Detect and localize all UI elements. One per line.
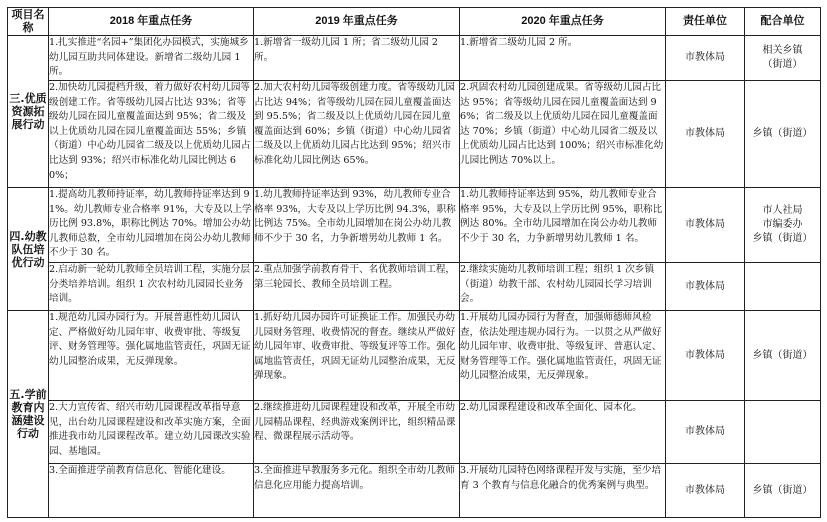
table-row xyxy=(8,36,821,81)
responsible-unit: 市教体局 xyxy=(666,36,745,81)
task-2019: 1.抓好幼儿园办园许可证换证工作。加强民办幼儿园财务管理、收费情况的督查。继续从严做好幼儿园年审、收费审批、等级复评等工作。强化属地监管责任，巩固无证幼儿园整治成果，无反弹现象。 xyxy=(254,311,460,401)
task-2018: 3.全面推进学前教育信息化、智能化建设。 xyxy=(49,464,254,518)
table-row xyxy=(8,464,821,518)
section-name: 五.学前教育内涵建设行动 xyxy=(8,311,49,518)
partner-line: 相关乡镇 xyxy=(762,45,803,56)
responsible-unit: 市教体局 xyxy=(666,188,745,263)
task-2020: 2.幼儿园课程建设和改革全面化、园本化。 xyxy=(460,401,666,464)
partner-line: 乡镇（街道） xyxy=(752,484,813,496)
header-2018: 2018 年重点任务 xyxy=(49,8,254,36)
responsible-unit: 市教体局 xyxy=(666,311,745,401)
partner-line: 乡镇（街道） xyxy=(752,349,813,361)
header-row xyxy=(8,8,821,36)
partner-line: （街道） xyxy=(762,59,803,70)
task-2019: 1.幼儿教师持证率达到 93%，幼儿教师专业合格率 93%，大专及以上学历比例 94.3%，职称比例达 75%。全市幼儿园增加在岗公办幼儿教师不少于 30 名，力争新增男幼儿教师 1 名。 xyxy=(254,188,460,263)
task-2018: 1.规范幼儿园办园行为。开展普惠性幼儿园认定、严格做好幼儿园年审、收费审批、等级复评、财务管理等。强化属地监管责任，巩固无证幼儿园整治成果，无反弹现象。 xyxy=(49,311,254,401)
responsible-unit: 市教体局 xyxy=(666,401,745,464)
partner-line: 市编委办 xyxy=(762,219,803,230)
task-2019: 3.全面推进早教服务多元化。组织全市幼儿教师信息化应用能力提高培训。 xyxy=(254,464,460,518)
responsible-unit: 市教体局 xyxy=(666,263,745,311)
partner-unit xyxy=(745,464,821,518)
task-2018: 1.扎实推进“名园+”集团化办园模式，实施城乡幼儿园互助共同体建设。新增省二级幼儿园 1 所。 xyxy=(49,36,254,81)
task-2018: 2.启动新一轮幼儿教师全员培训工程，实施分层分类培养培训。组织 1 次农村幼儿园园长业务培训。 xyxy=(49,263,254,311)
partner-line: 乡镇（街道） xyxy=(752,128,813,139)
header-2019: 2019 年重点任务 xyxy=(254,8,460,36)
header-project: 项目名称 xyxy=(8,8,49,36)
header-responsible: 责任单位 xyxy=(666,8,745,36)
task-2019: 2.继续推进幼儿园课程建设和改革，开展全市幼儿园精品课程、经典游戏案例评比，组织精品课程、微课程展示活动等。 xyxy=(254,401,460,464)
partner-line: 乡镇（街道） xyxy=(752,233,813,244)
task-2019: 2.加大农村幼儿园等级创建力度。省等级幼儿园占比达 94%；省等级幼儿园在园儿童覆盖面达到 95.5%；省二级及以上优质幼儿园在园儿童覆盖面达到 60%；乡镇（街道）中心幼儿园省二级及以上优质幼儿园占比达到 95%；绍兴市标准化幼儿园比例达 65%。 xyxy=(254,81,460,188)
task-2020: 1.新增省二级幼儿园 2 所。 xyxy=(460,36,666,81)
header-2020: 2020 年重点任务 xyxy=(460,8,666,36)
task-2020: 2.巩固农村幼儿园创建成果。省等级幼儿园占比达 95%；省等级幼儿园在园儿童覆盖面达到 96%；省二级及以上优质幼儿园在园儿童覆盖面达 70%；乡镇（街道）中心幼儿园省二级及以上优质幼儿园占比达到 100%；绍兴市标准化幼儿园比例达 70%以上。 xyxy=(460,81,666,188)
partner-unit xyxy=(745,263,821,311)
partner-unit xyxy=(745,36,821,81)
responsible-unit: 市教体局 xyxy=(666,464,745,518)
task-2019: 2.重点加强学前教育骨干、名优教师培训工程，第三轮园长、教师全员培训工程。 xyxy=(254,263,460,311)
partner-line: 市人社局 xyxy=(762,205,803,216)
task-2018: 2.加快幼儿园提档升级，着力做好农村幼儿园等级创建工作。省等级幼儿园占比达 93%；省等级幼儿园在园儿童覆盖面达到 95%；省二级及以上优质幼儿园在园儿童覆盖面达 55%；乡镇（街道）中心幼儿园省二级及以上优质幼儿园占比达到 93%；绍兴市标准化幼儿园比例达 60%； xyxy=(49,81,254,188)
section-name: 四.幼教队伍培优行动 xyxy=(8,188,49,311)
task-2020: 3.开展幼儿园特色网络课程开发与实施，至少培育 3 个教育与信息化融合的优秀案例与典型。 xyxy=(460,464,666,518)
table-row xyxy=(8,401,821,464)
partner-unit xyxy=(745,311,821,401)
partner-unit xyxy=(745,81,821,188)
table-row xyxy=(8,311,821,401)
task-2018: 1.提高幼儿教师持证率，幼儿教师持证率达到 91%。幼儿教师专业合格率 91%，大专及以上学历比例 93.8%，职称比例达 70%。增加公办幼儿教师总数，全市幼儿园增加在岗公办幼儿教师不少于 30 名。 xyxy=(49,188,254,263)
task-2019: 1.新增省一级幼儿园 1 所；省二级幼儿园 2 所。 xyxy=(254,36,460,81)
task-2020: 1.幼儿教师持证率达到 95%，幼儿教师专业合格率 95%，大专及以上学历比例 95%，职称比例达 80%。全市幼儿园增加在岗公办幼儿教师不少于 30 名，力争新增男幼儿教师 1 名。 xyxy=(460,188,666,263)
section-name: 三.优质资源拓展行动 xyxy=(8,36,49,188)
header-partner: 配合单位 xyxy=(745,8,821,36)
table-row xyxy=(8,188,821,263)
partner-unit xyxy=(745,401,821,464)
task-table xyxy=(7,7,821,518)
partner-unit xyxy=(745,188,821,263)
table-row xyxy=(8,81,821,188)
table-row xyxy=(8,263,821,311)
responsible-unit: 市教体局 xyxy=(666,81,745,188)
task-2020: 2.继续实施幼儿教师培训工程；组织 1 次乡镇（街道）幼教干部、农村幼儿园园长学习培训会。 xyxy=(460,263,666,311)
task-2020: 1.开展幼儿园办园行为督查，加强师德师风检查，依法处理违规办园行为。一以贯之从严做好幼儿园年审、收费审批、等级复评、普惠认定、财务管理等工作。强化属地监管责任，巩固无证幼儿园整治成果，无反弹现象。 xyxy=(460,311,666,401)
task-2018: 2.大力宣传省、绍兴市幼儿园课程改革指导意见，出台幼儿园课程建设和改革实施方案，全面推进我市幼儿园课程改革。建立幼儿园课改实验园、基地园。 xyxy=(49,401,254,464)
